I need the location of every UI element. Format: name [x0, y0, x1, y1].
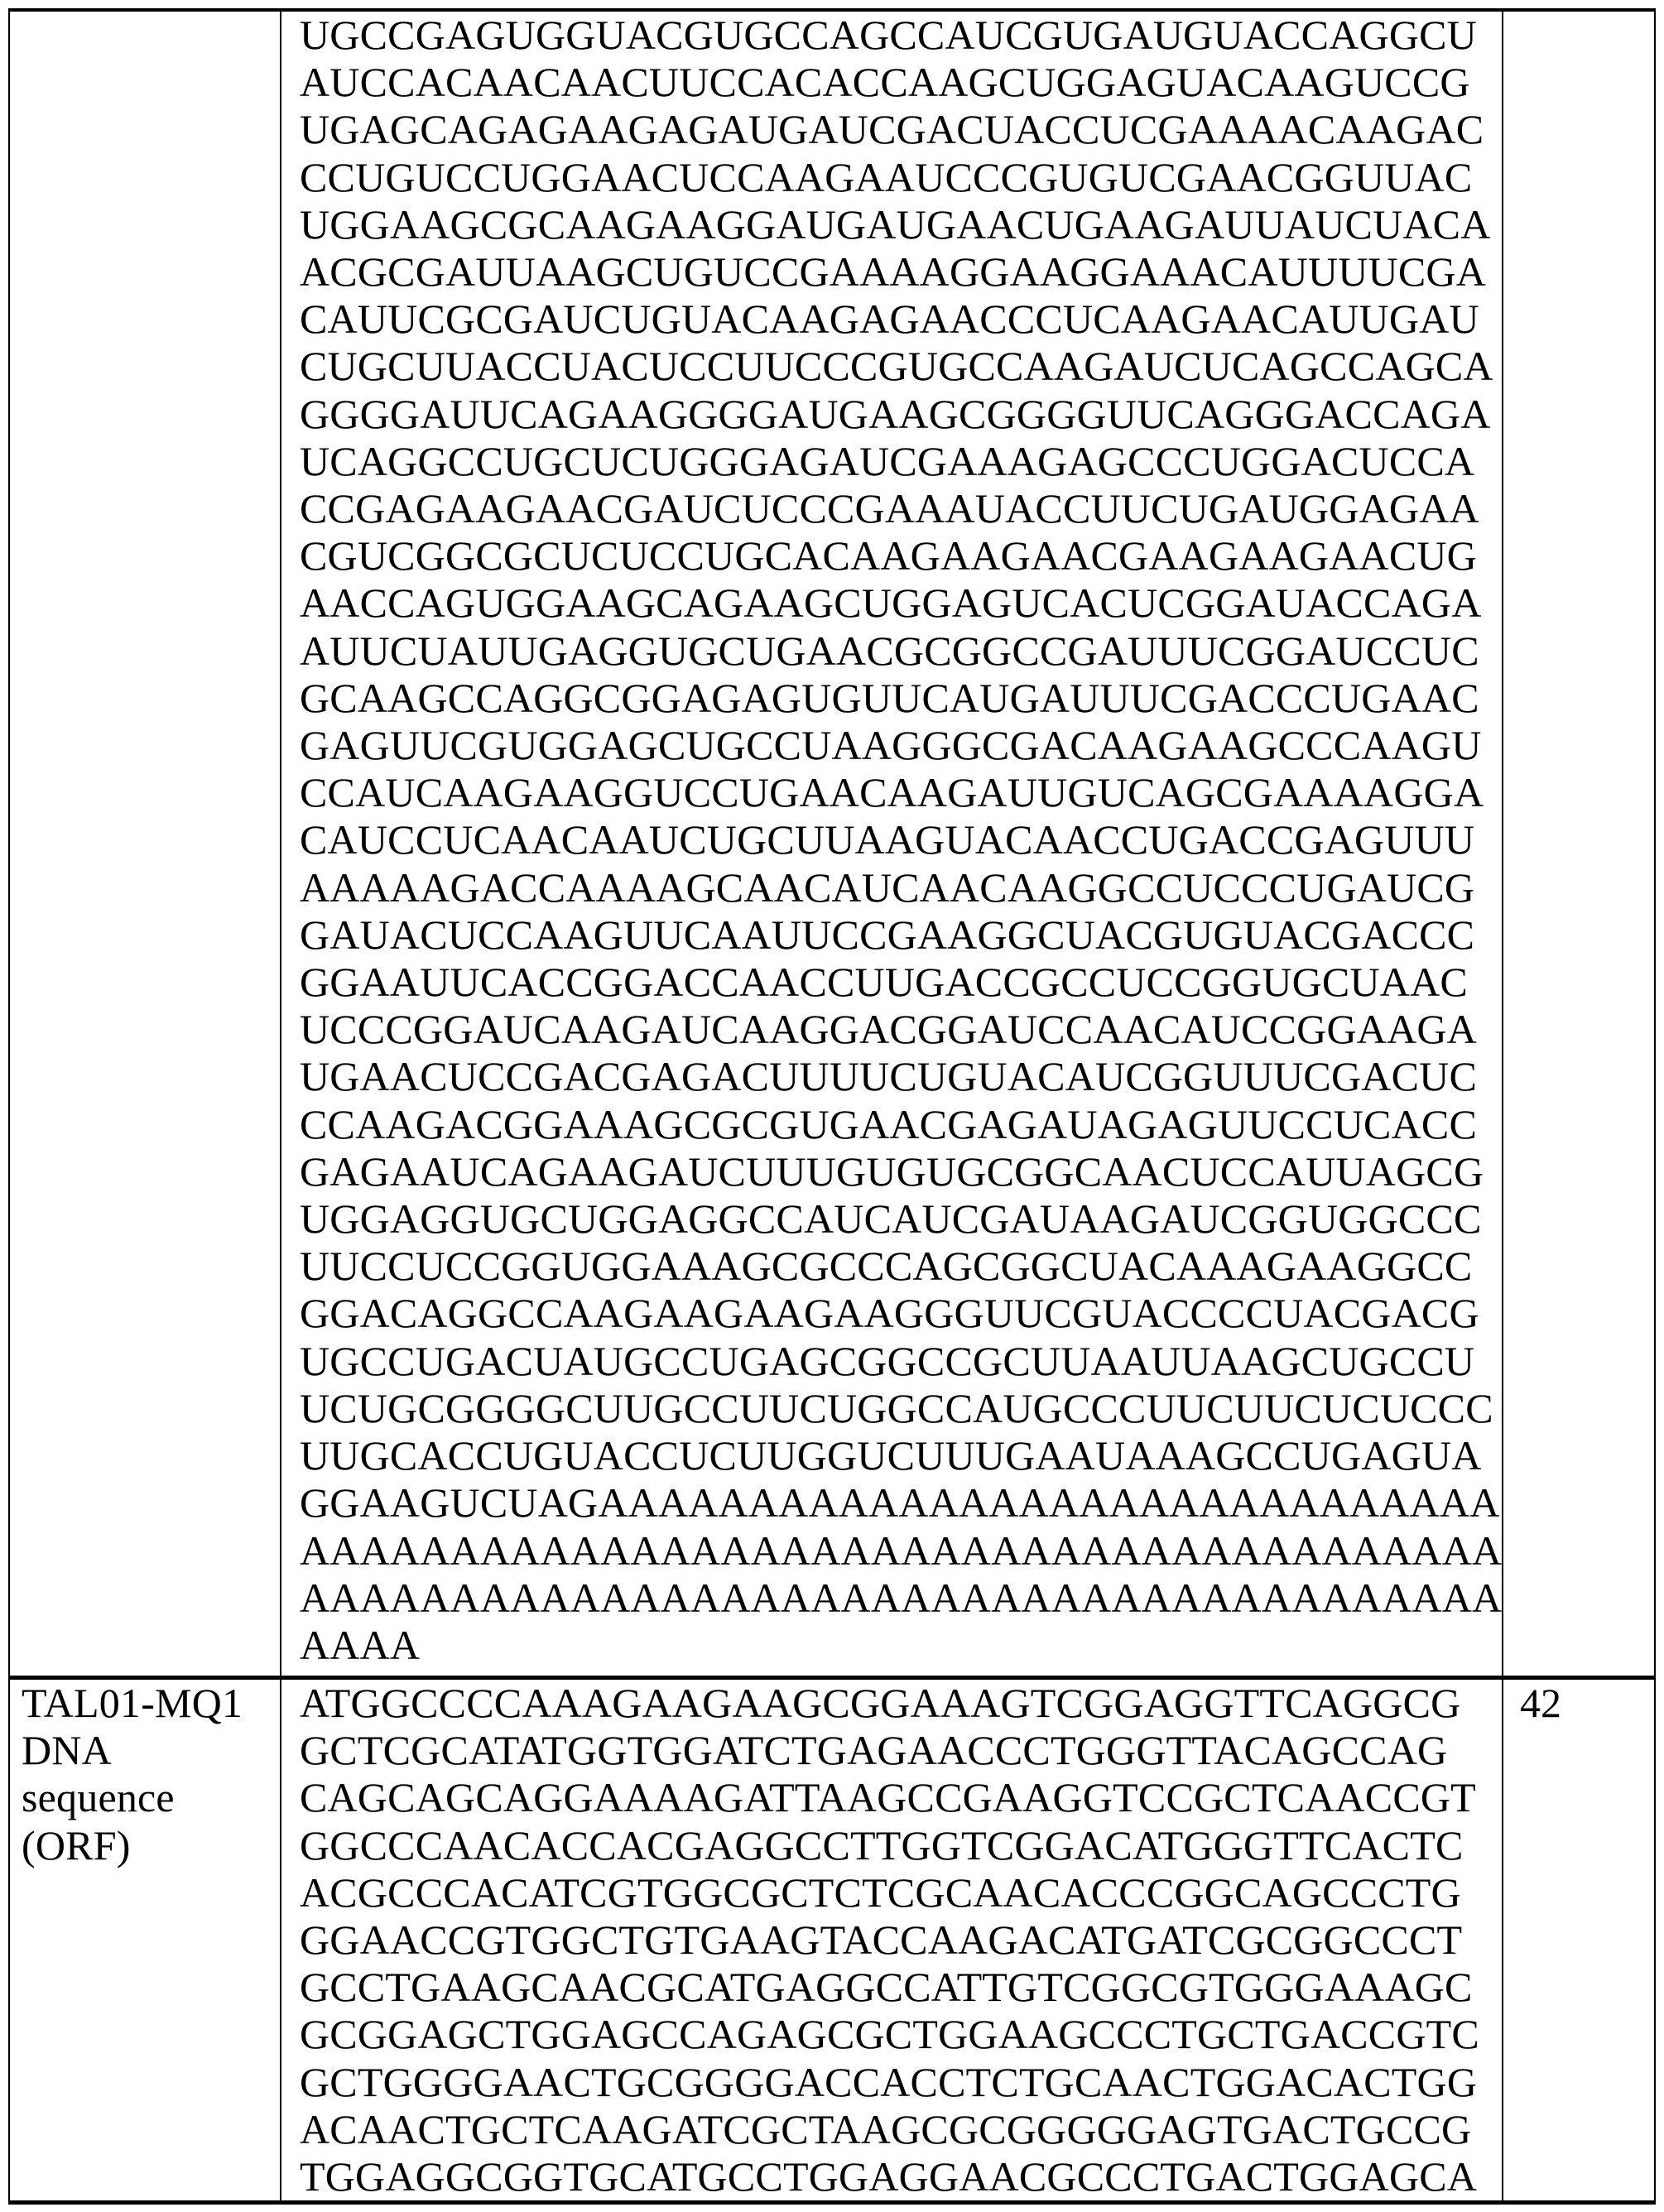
sequence-line: CCGAGAAGAACGAUCUCCCGAAAUACCUUCUGAUGGAGAA	[300, 485, 1502, 532]
sequence-line: GGCCCAACACCACGAGGCCTTGGTCGGACATGGGTTCACTC	[300, 1822, 1502, 1869]
sequence-line: GAGAAUCAGAAGAUCUUUGUGUGCGGCAACUCCAUUAGCG	[300, 1148, 1502, 1195]
sequence-line: CAUCCUCAACAAUCUGCUUAAGUACAACCUGACCGAGUUU	[300, 816, 1502, 863]
sequence-description-cell	[9, 1678, 281, 2203]
sequence-line: CUGCUUACCUACUCCUUCCCGUGCCAAGAUCUCAGCCAGCA	[300, 343, 1502, 390]
sequence-line: CGUCGGCGCUCUCCUGCACAAGAAGAACGAAGAAGAACUG	[300, 532, 1502, 579]
seq-id-number: 42	[1520, 1680, 1561, 1726]
seq-id-cell	[1503, 10, 1655, 1678]
sequence-line: CCUGUCCUGGAACUCCAAGAAUCCCGUGUCGAACGGUUAC	[300, 154, 1502, 201]
sequence-line: GAUACUCCAAGUUCAAUUCCGAAGGCUACGUGUACGACCC	[300, 911, 1502, 959]
sequence-line: AUCCACAACAACUUCCACACCAAGCUGGAGUACAAGUCCG	[300, 59, 1502, 106]
description-line: TAL01-MQ1	[22, 1680, 280, 1727]
sequence-line: UGCCUGACUAUGCCUGAGCGGCCGCUUAAUUAAGCUGCCU	[300, 1338, 1502, 1385]
sequence-line: UGCCGAGUGGUACGUGCCAGCCAUCGUGAUGUACCAGGCU	[300, 12, 1502, 59]
sequence-line: AAAA	[300, 1622, 1502, 1669]
sequence-line: GCAAGCCAGGCGGAGAGUGUUCAUGAUUUCGACCCUGAAC	[300, 675, 1502, 722]
sequence-line: GCCTGAAGCAACGCATGAGGCCATTGTCGGCGTGGGAAAGC	[300, 1964, 1502, 2011]
sequence-line: ACAACTGCTCAAGATCGCTAAGCGCGGGGGAGTGACTGCCG	[300, 2106, 1502, 2153]
sequence-line: UCAGGCCUGCUCUGGGAGAUCGAAAGAGCCCUGGACUCCA	[300, 438, 1502, 485]
seq-id-cell	[1503, 1678, 1655, 2203]
sequence-line: UUCCUCCGGUGGAAAGCGCCCAGCGGCUACAAAGAAGGCC	[300, 1243, 1502, 1290]
sequence-line: AAAAAGACCAAAAGCAACAUCAACAAGGCCUCCCUGAUCG	[300, 864, 1502, 911]
description-line: DNA	[22, 1727, 280, 1774]
sequence-line: ATGGCCCCAAAGAAGAAGCGGAAAGTCGGAGGTTCAGGCG	[300, 1680, 1502, 1727]
sequence-line: UGAACUCCGACGAGACUUUUCUGUACAUCGGUUUCGACUC	[300, 1053, 1502, 1100]
sequence-line: AAAAAAAAAAAAAAAAAAAAAAAAAAAAAAAAAAAAAAAA	[300, 1527, 1502, 1575]
sequence-line: ACGCGAUUAAGCUGUCCGAAAAGGAAGGAAACAUUUUCGA	[300, 248, 1502, 296]
sequence-line: TGGAGGCGGTGCATGCCTGGAGGAACGCCCTGACTGGAGCA	[300, 2153, 1502, 2200]
sequence-line: GAGUUCGUGGAGCUGCCUAAGGGCGACAAGAAGCCCAAGU	[300, 722, 1502, 769]
sequence-line: AUUCUAUUGAGGUGCUGAACGCGGCCGAUUUCGGAUCCUC	[300, 628, 1502, 675]
table-row	[9, 10, 1655, 1678]
table-row	[9, 1678, 1655, 2203]
sequence-line: UUGCACCUGUACCUCUUGGUCUUUGAAUAAAGCCUGAGUA	[300, 1432, 1502, 1479]
sequence-line: GGAAGUCUAGAAAAAAAAAAAAAAAAAAAAAAAAAAAAAA	[300, 1479, 1502, 1527]
sequence-line: UCUGCGGGGCUUGCCUUCUGGCCAUGCCCUUCUUCUCUCCC	[300, 1385, 1502, 1432]
sequence-line: CAGCAGCAGGAAAAGATTAAGCCGAAGGTCCGCTCAACCGT	[300, 1774, 1502, 1821]
sequence-line: GGAAUUCACCGGACCAACCUUGACCGCCUCCGGUGCUAAC	[300, 959, 1502, 1006]
sequence-line: GGAACCGTGGCTGTGAAGTACCAAGACATGATCGCGGCCCT	[300, 1916, 1502, 1964]
sequence-line: UCCCGGAUCAAGAUCAAGGACGGAUCCAACAUCCGGAAGA	[300, 1006, 1502, 1053]
description-line: sequence	[22, 1774, 280, 1821]
sequence-line: AAAAAAAAAAAAAAAAAAAAAAAAAAAAAAAAAAAAAAAA	[300, 1575, 1502, 1622]
sequence-line: GGACAGGCCAAGAAGAAGAAGGGUUCGUACCCCUACGACG	[300, 1290, 1502, 1337]
sequence-line: CCAAGACGGAAAGCGCGUGAACGAGAUAGAGUUCCUCACC	[300, 1101, 1502, 1148]
description-line: (ORF)	[22, 1822, 280, 1869]
sequence-line: UGGAAGCGCAAGAAGGAUGAUGAACUGAAGAUUAUCUACA	[300, 201, 1502, 248]
sequence-line: AACCAGUGGAAGCAGAAGCUGGAGUCACUCGGAUACCAGA	[300, 579, 1502, 627]
sequence-line: GCTCGCATATGGTGGATCTGAGAACCCTGGGTTACAGCCAG	[300, 1727, 1502, 1774]
sequence-line: GGGGAUUCAGAAGGGGAUGAAGCGGGGUUCAGGGACCAGA	[300, 391, 1502, 438]
sequence-line: UGGAGGUGCUGGAGGCCAUCAUCGAUAAGAUCGGUGGCCC	[300, 1195, 1502, 1243]
sequence-table	[8, 8, 1656, 2205]
sequence-cell	[281, 10, 1503, 1678]
sequence-cell	[281, 1678, 1503, 2203]
sequence-line: UGAGCAGAGAAGAGAUGAUCGACUACCUCGAAAACAAGAC	[300, 106, 1502, 153]
sequence-line: GCTGGGGAACTGCGGGGACCACCTCTGCAACTGGACACTGG	[300, 2059, 1502, 2106]
sequence-line: GCGGAGCTGGAGCCAGAGCGCTGGAAGCCCTGCTGACCGTC	[300, 2011, 1502, 2058]
sequence-line: CCAUCAAGAAGGUCCUGAACAAGAUUGUCAGCGAAAAGGA	[300, 769, 1502, 816]
sequence-line: CAUUCGCGAUCUGUACAAGAGAACCCUCAAGAACAUUGAU	[300, 296, 1502, 343]
sequence-line: ACGCCCACATCGTGGCGCTCTCGCAACACCCGGCAGCCCTG	[300, 1869, 1502, 1916]
sequence-description-cell	[9, 10, 281, 1678]
